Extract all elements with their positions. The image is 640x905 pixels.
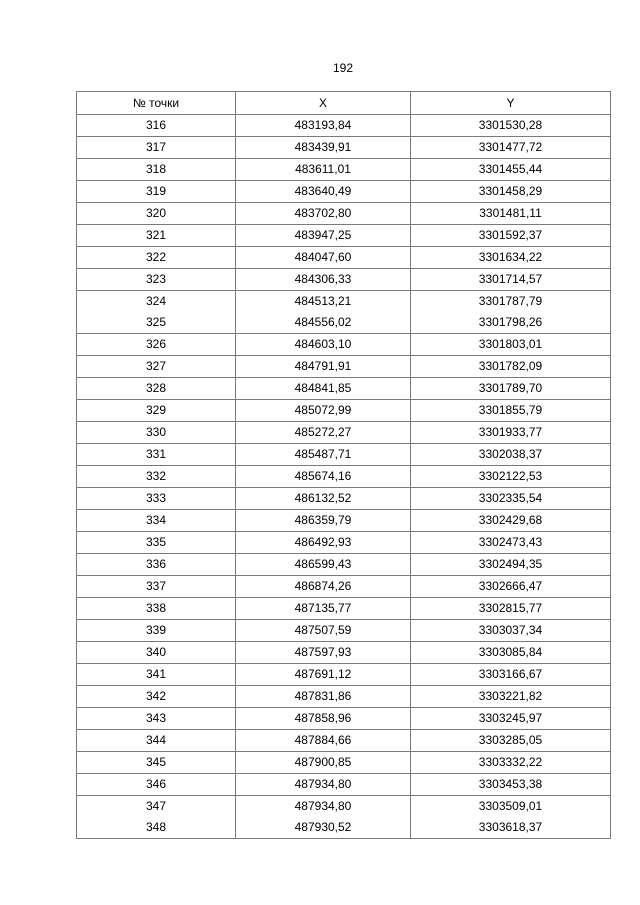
table-row [77, 686, 611, 708]
x-cell: 487930,52 [236, 817, 411, 839]
x-cell: 483193,84 [236, 115, 411, 137]
point-number-cell: 321 [77, 225, 236, 247]
y-cell: 3301481,11 [411, 203, 611, 225]
x-cell: 487691,12 [236, 664, 411, 686]
x-cell: 484841,85 [236, 378, 411, 400]
point-number-cell: 333 [77, 488, 236, 510]
table-row [77, 334, 611, 356]
header-y: Y [411, 92, 611, 115]
table-row [77, 774, 611, 796]
point-number-cell: 341 [77, 664, 236, 686]
table-row [77, 642, 611, 664]
page-number: 192 [332, 61, 354, 75]
table-row [77, 269, 611, 291]
x-cell: 484306,33 [236, 269, 411, 291]
y-cell: 3301787,79 [411, 291, 611, 313]
point-number-cell: 318 [77, 159, 236, 181]
table-row [77, 620, 611, 642]
point-number-cell: 338 [77, 598, 236, 620]
table-row [77, 817, 611, 839]
y-cell: 3302666,47 [411, 576, 611, 598]
point-number-cell: 319 [77, 181, 236, 203]
point-number-cell: 327 [77, 356, 236, 378]
y-cell: 3303332,22 [411, 752, 611, 774]
point-number-cell: 344 [77, 730, 236, 752]
header-x: X [236, 92, 411, 115]
table-row [77, 554, 611, 576]
point-number-cell: 345 [77, 752, 236, 774]
y-cell: 3303285,05 [411, 730, 611, 752]
header-point-number: № точки [77, 92, 236, 115]
y-cell: 3302038,37 [411, 444, 611, 466]
y-cell: 3302122,53 [411, 466, 611, 488]
y-cell: 3303245,97 [411, 708, 611, 730]
y-cell: 3301782,09 [411, 356, 611, 378]
table-row [77, 510, 611, 532]
y-cell: 3301789,70 [411, 378, 611, 400]
x-cell: 487507,59 [236, 620, 411, 642]
y-cell: 3303509,01 [411, 796, 611, 818]
point-number-cell: 328 [77, 378, 236, 400]
table-row [77, 291, 611, 313]
table-row [77, 181, 611, 203]
x-cell: 484513,21 [236, 291, 411, 313]
y-cell: 3302429,68 [411, 510, 611, 532]
table-row [77, 796, 611, 818]
y-cell: 3303166,67 [411, 664, 611, 686]
table-row [77, 312, 611, 334]
y-cell: 3301634,22 [411, 247, 611, 269]
y-cell: 3301592,37 [411, 225, 611, 247]
x-cell: 484791,91 [236, 356, 411, 378]
y-cell: 3301530,28 [411, 115, 611, 137]
table-row [77, 466, 611, 488]
x-cell: 483947,25 [236, 225, 411, 247]
table-row [77, 532, 611, 554]
y-cell: 3302494,35 [411, 554, 611, 576]
point-number-cell: 340 [77, 642, 236, 664]
x-cell: 486874,26 [236, 576, 411, 598]
x-cell: 485072,99 [236, 400, 411, 422]
y-cell: 3302815,77 [411, 598, 611, 620]
point-number-cell: 343 [77, 708, 236, 730]
point-number-cell: 339 [77, 620, 236, 642]
point-number-cell: 322 [77, 247, 236, 269]
y-cell: 3301933,77 [411, 422, 611, 444]
table-row [77, 115, 611, 137]
table-row [77, 598, 611, 620]
x-cell: 487831,86 [236, 686, 411, 708]
point-number-cell: 342 [77, 686, 236, 708]
y-cell: 3301714,57 [411, 269, 611, 291]
x-cell: 483640,49 [236, 181, 411, 203]
x-cell: 485674,16 [236, 466, 411, 488]
table-row [77, 752, 611, 774]
y-cell: 3302473,43 [411, 532, 611, 554]
y-cell: 3301455,44 [411, 159, 611, 181]
table-row [77, 225, 611, 247]
point-number-cell: 348 [77, 817, 236, 839]
point-number-cell: 347 [77, 796, 236, 818]
x-cell: 483702,80 [236, 203, 411, 225]
point-number-cell: 325 [77, 312, 236, 334]
x-cell: 487934,80 [236, 774, 411, 796]
y-cell: 3301798,26 [411, 312, 611, 334]
point-number-cell: 332 [77, 466, 236, 488]
table-row [77, 664, 611, 686]
point-number-cell: 335 [77, 532, 236, 554]
point-number-cell: 334 [77, 510, 236, 532]
y-cell: 3303221,82 [411, 686, 611, 708]
point-number-cell: 331 [77, 444, 236, 466]
point-number-cell: 329 [77, 400, 236, 422]
x-cell: 486359,79 [236, 510, 411, 532]
table-row [77, 247, 611, 269]
x-cell: 484047,60 [236, 247, 411, 269]
x-cell: 487135,77 [236, 598, 411, 620]
table-header-row [77, 92, 611, 115]
table-row [77, 400, 611, 422]
y-cell: 3301477,72 [411, 137, 611, 159]
y-cell: 3303037,34 [411, 620, 611, 642]
point-number-cell: 324 [77, 291, 236, 313]
y-cell: 3303085,84 [411, 642, 611, 664]
table-row [77, 444, 611, 466]
point-number-cell: 320 [77, 203, 236, 225]
y-cell: 3301458,29 [411, 181, 611, 203]
x-cell: 486132,52 [236, 488, 411, 510]
x-cell: 484603,10 [236, 334, 411, 356]
x-cell: 483611,01 [236, 159, 411, 181]
y-cell: 3301803,01 [411, 334, 611, 356]
table-row [77, 378, 611, 400]
x-cell: 485272,27 [236, 422, 411, 444]
table-row [77, 730, 611, 752]
x-cell: 483439,91 [236, 137, 411, 159]
table-body [77, 115, 611, 839]
x-cell: 486492,93 [236, 532, 411, 554]
point-number-cell: 336 [77, 554, 236, 576]
point-number-cell: 337 [77, 576, 236, 598]
table-row [77, 159, 611, 181]
x-cell: 487884,66 [236, 730, 411, 752]
table-row [77, 576, 611, 598]
coordinates-table [76, 91, 611, 839]
y-cell: 3301855,79 [411, 400, 611, 422]
table-row [77, 488, 611, 510]
x-cell: 486599,43 [236, 554, 411, 576]
x-cell: 484556,02 [236, 312, 411, 334]
y-cell: 3302335,54 [411, 488, 611, 510]
table-row [77, 708, 611, 730]
point-number-cell: 346 [77, 774, 236, 796]
table-row [77, 422, 611, 444]
point-number-cell: 330 [77, 422, 236, 444]
x-cell: 485487,71 [236, 444, 411, 466]
y-cell: 3303618,37 [411, 817, 611, 839]
point-number-cell: 326 [77, 334, 236, 356]
x-cell: 487934,80 [236, 796, 411, 818]
point-number-cell: 317 [77, 137, 236, 159]
table-row [77, 356, 611, 378]
point-number-cell: 323 [77, 269, 236, 291]
table-row [77, 137, 611, 159]
x-cell: 487597,93 [236, 642, 411, 664]
table-row [77, 203, 611, 225]
point-number-cell: 316 [77, 115, 236, 137]
x-cell: 487858,96 [236, 708, 411, 730]
x-cell: 487900,85 [236, 752, 411, 774]
y-cell: 3303453,38 [411, 774, 611, 796]
